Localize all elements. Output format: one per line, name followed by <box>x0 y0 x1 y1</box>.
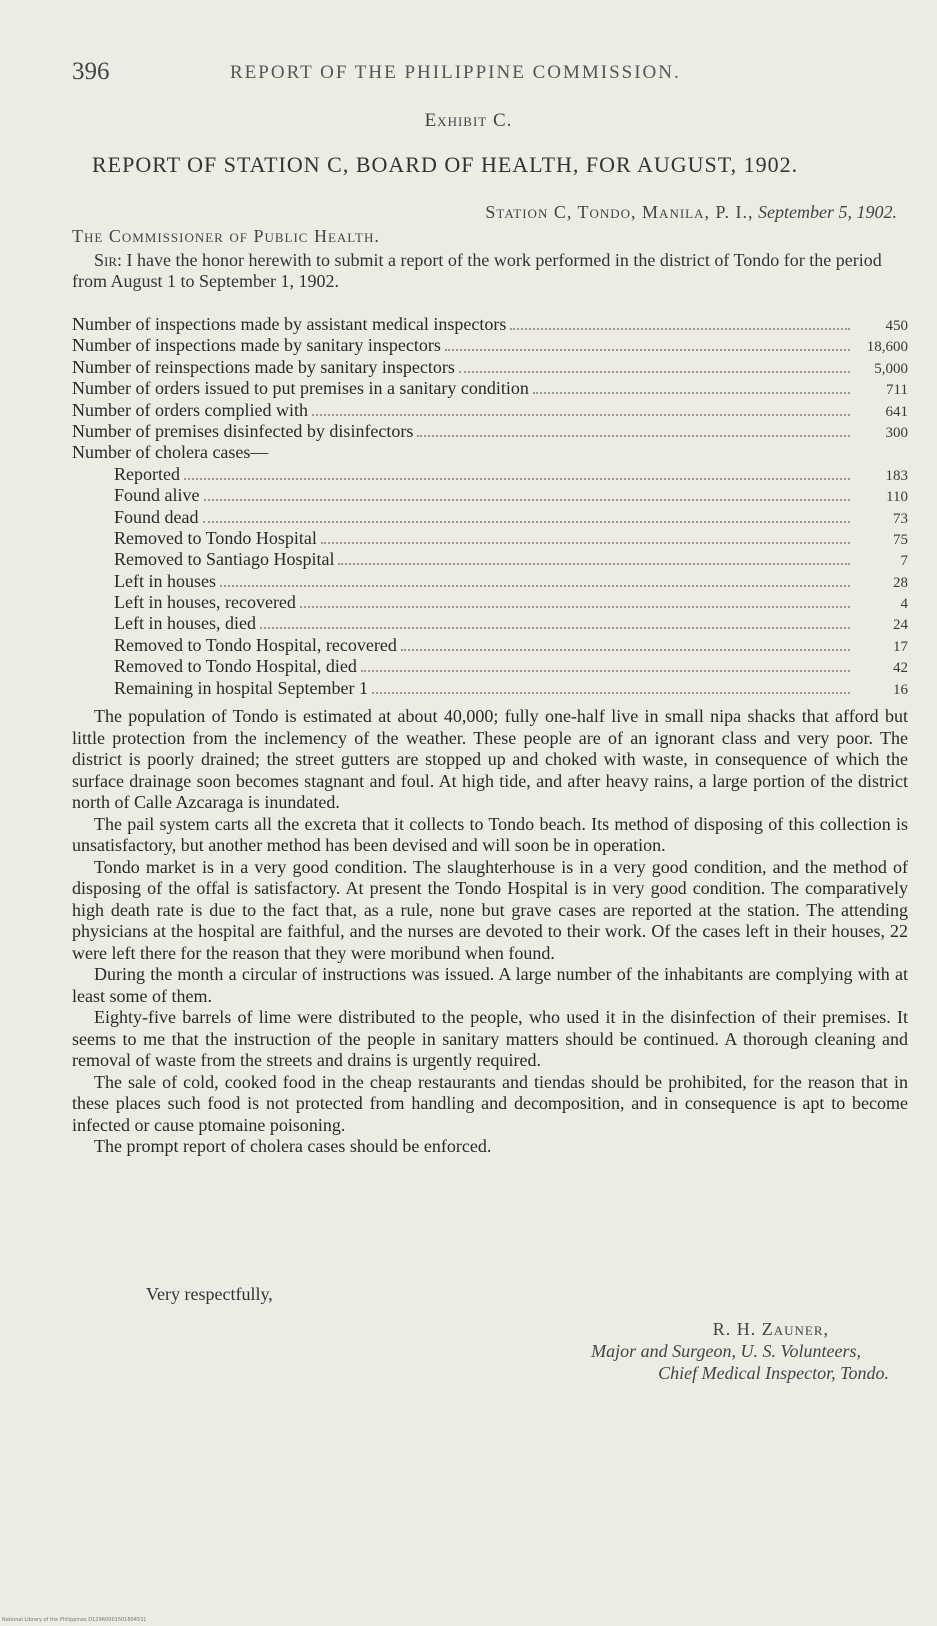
stat-row <box>72 378 908 399</box>
cholera-row <box>72 571 908 592</box>
page-number: 396 <box>72 58 110 85</box>
cholera-heading-row <box>72 442 908 463</box>
stat-label: Number of inspections made by sanitary inspectors <box>72 335 441 356</box>
stat-label: Number of orders complied with <box>72 399 308 420</box>
stat-label: Number of premises disinfected by disinfectors <box>72 420 414 441</box>
salutation-text: I have the honor herewith to submit a report of the work performed in the district of Tondo for the period from August 1 to September 1, 1902. <box>72 250 882 291</box>
dot-leader <box>459 371 850 373</box>
statistics-table <box>72 314 908 699</box>
stat-label: Number of reinspections made by sanitary inspectors <box>72 356 455 377</box>
dot-leader <box>401 649 850 651</box>
paragraph: Eighty-five barrels of lime were distributed to the people, who used it in the disinfection of their premises. It seems to me that the instruction of the people in sanitary matters should be continued. A thorough cleaning and removal of waste from the streets and drains is urgently required. <box>72 1007 908 1070</box>
cholera-label: Found alive <box>114 485 200 506</box>
exhibit-heading: Exhibit C. <box>424 110 513 131</box>
stat-value: 300 <box>885 424 908 441</box>
running-title: REPORT OF THE PHILIPPINE COMMISSION. <box>230 62 681 83</box>
stat-row <box>72 335 908 356</box>
cholera-row <box>72 528 908 549</box>
stat-row <box>72 400 908 421</box>
cholera-label: Found dead <box>114 506 199 527</box>
stat-row <box>72 314 908 335</box>
cholera-row <box>72 635 908 656</box>
salutation <box>72 250 907 292</box>
cholera-value: 7 <box>900 553 908 570</box>
paragraph: The pail system carts all the excreta that it collects to Tondo beach. Its method of disposing of this collection is unsatisfactory, but another method has been devised and will soon be in operation. <box>72 813 908 855</box>
cholera-row <box>72 613 908 634</box>
cholera-row <box>72 485 908 506</box>
dot-leader <box>220 585 850 587</box>
dot-leader <box>204 499 851 501</box>
stat-label: Number of orders issued to put premises in a sanitary condition <box>72 378 529 399</box>
dot-leader <box>533 392 850 394</box>
cholera-value: 183 <box>885 467 908 484</box>
cholera-row <box>72 678 908 699</box>
stat-value: 641 <box>885 403 908 420</box>
stat-value: 18,600 <box>866 339 908 356</box>
cholera-row <box>72 592 908 613</box>
dot-leader <box>361 670 850 672</box>
cholera-label: Reported <box>114 463 180 484</box>
stat-value: 450 <box>885 318 908 334</box>
dot-leader <box>338 563 850 565</box>
stat-row <box>72 421 908 442</box>
dot-leader <box>184 478 850 480</box>
dot-leader <box>321 542 850 544</box>
cholera-label: Left in houses, died <box>114 613 256 634</box>
cholera-label: Left in houses <box>114 570 216 591</box>
cholera-value: 73 <box>893 510 908 527</box>
signatory-name: R. H. Zauner, <box>712 1319 829 1339</box>
station-place: Station C, Tondo, Manila, P. I., <box>485 202 754 222</box>
cholera-value: 24 <box>893 617 908 634</box>
dot-leader <box>260 627 850 629</box>
cholera-value: 42 <box>893 660 908 677</box>
signatory-title: Chief Medical Inspector, Tondo. <box>658 1363 889 1383</box>
addressee: The Commissioner of Public Health. <box>72 226 380 246</box>
salutation-sir: Sir: <box>94 250 123 270</box>
stat-value: 711 <box>886 382 908 399</box>
report-body <box>72 706 908 1158</box>
cholera-label: Removed to Tondo Hospital, recovered <box>114 634 397 655</box>
cholera-value: 17 <box>893 638 908 655</box>
cholera-label: Removed to Tondo Hospital, died <box>114 656 357 677</box>
cholera-row <box>72 464 908 485</box>
station-dateline <box>485 202 897 223</box>
cholera-label: Remaining in hospital September 1 <box>114 677 368 698</box>
dot-leader <box>510 328 850 330</box>
cholera-row <box>72 656 908 677</box>
paragraph: During the month a circular of instructions was issued. A large number of the inhabitants are complying with at least some of them. <box>72 964 908 1006</box>
paragraph: The prompt report of cholera cases should be enforced. <box>94 1136 492 1156</box>
cholera-heading: Number of cholera cases— <box>72 442 269 463</box>
paragraph: The population of Tondo is estimated at about 40,000; fully one-half live in small nipa shacks that afford but little protection from the inclemency of the weather. These people are of an ignorant class and very poor. The district is poorly drained; the street gutters are stopped up and choked with waste, in consequence of which the surface drainage soon becomes stagnant and foul. At high tide, and after heavy rains, a large portion of the district north of Calle Azcaraga is inundated. <box>72 706 908 812</box>
report-title: REPORT OF STATION C, BOARD OF HEALTH, FOR AUGUST, 1902. <box>92 152 799 177</box>
signatory-rank: Major and Surgeon, U. S. Volunteers, <box>591 1341 861 1361</box>
cholera-value: 110 <box>886 489 908 506</box>
signature-block <box>429 1318 889 1384</box>
closing-line: Very respectfully, <box>146 1284 273 1304</box>
cholera-value: 4 <box>900 596 908 613</box>
paragraph: The sale of cold, cooked food in the cheap restaurants and tiendas should be prohibited, for the reason that in these places such food is not protected from handling and decomposition, and in consequence is apt to become infected or cause ptomaine poisoning. <box>72 1071 908 1135</box>
stat-value: 5,000 <box>874 360 908 377</box>
station-date: September 5, 1902. <box>758 202 897 222</box>
cholera-row <box>72 549 908 570</box>
dot-leader <box>203 521 851 523</box>
stat-label: Number of inspections made by assistant medical inspectors <box>72 314 507 334</box>
stat-row <box>72 357 908 378</box>
dot-leader <box>312 414 850 416</box>
dot-leader <box>300 606 850 608</box>
dot-leader <box>445 349 850 351</box>
scan-footer: National Library of the Philippines D129R0001501804531 <box>2 1617 147 1623</box>
dot-leader <box>417 435 850 437</box>
cholera-value: 75 <box>893 531 908 548</box>
cholera-label: Removed to Santiago Hospital <box>114 549 335 570</box>
page-header <box>72 58 892 88</box>
dot-leader <box>372 692 850 694</box>
paragraph: Tondo market is in a very good condition. The slaughterhouse is in a very good condition, and the method of disposing of the offal is satisfactory. At present the Tondo Hospital is in very good condition. The comparatively high death rate is due to the fact that, as a rule, none but grave cases are reported at the station. The attending physicians at the hospital are faithful, and the nurses are devoted to their work. Of the cases left in their houses, 22 were left there for the reason that they were moribund when found. <box>72 856 908 963</box>
cholera-row <box>72 507 908 528</box>
cholera-label: Removed to Tondo Hospital <box>114 527 317 548</box>
cholera-value: 28 <box>893 574 908 591</box>
cholera-label: Left in houses, recovered <box>114 592 296 613</box>
cholera-value: 16 <box>893 681 908 698</box>
